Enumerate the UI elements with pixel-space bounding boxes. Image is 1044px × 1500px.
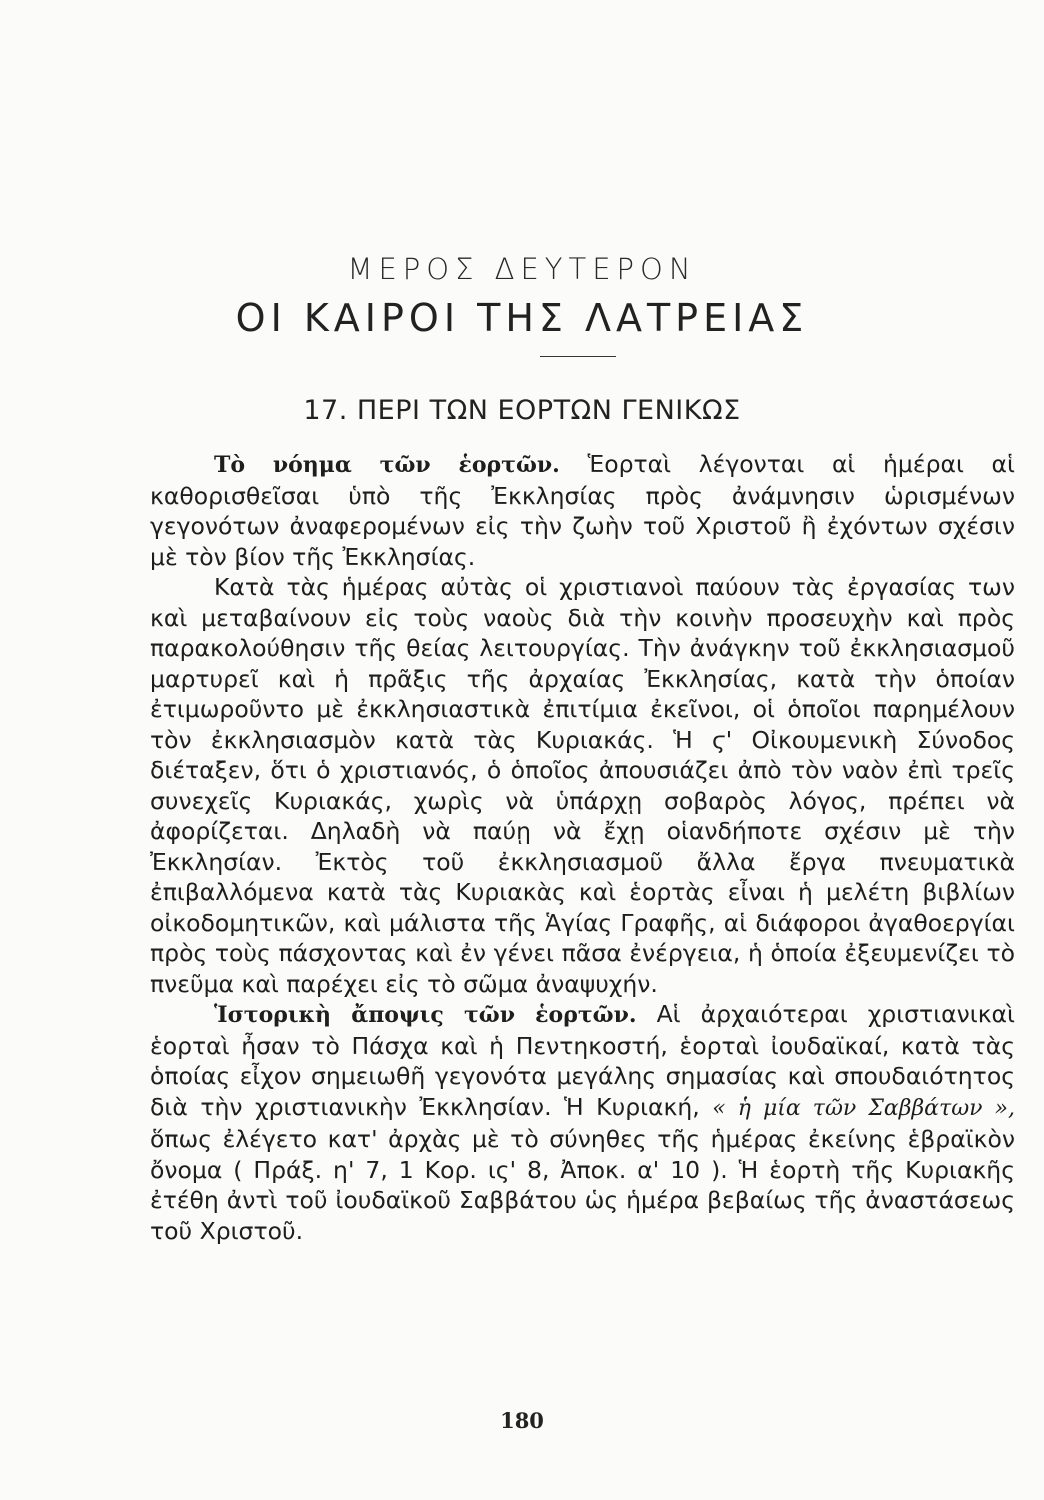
title-divider (540, 356, 616, 357)
part-heading: ΜΕΡΟΣ ΔΕΥΤΕΡΟΝ (347, 252, 697, 286)
section-heading-meaning: Τὸ νόημα τῶν ἑορτῶν. (214, 452, 560, 478)
paragraph-observance: Κατὰ τὰς ἡμέρας αὐτὰς οἱ χριστιανοὶ παύουν τὰς ἐργασίας των καὶ μεταβαίνουν εἰς τοὺς ναοὺς διὰ τὴν κοινὴν προσευχὴν καὶ πρὸς παρακολούθησιν τῆς θείας λειτουργίας. Τὴν ἀνάγκην τοῦ ἐκκλησιασμοῦ μαρτυρεῖ καὶ ἡ πρᾶξις τῆς ἀρχαίας Ἐκκλησίας, κατὰ τὴν ὁποίαν ἐτιμωροῦντο μὲ ἐκκλησιαστικὰ ἐπιτίμια ἐκεῖνοι, οἱ ὁποῖοι παρημέλουν τὸν ἐκκλησιασμὸν κατὰ τὰς Κυριακάς. Ἡ ϛ' Οἰκουμενικὴ Σύνοδος διέταξεν, ὅτι ὁ χριστιανός, ὁ ὁποῖος ἀπουσιάζει ἀπὸ τὸν ναὸν ἐπὶ τρεῖς συνεχεῖς Κυριακάς, χωρὶς νὰ ὑπάρχῃ σοβαρὸς λόγος, πρέπει νὰ ἀφορίζεται. Δηλαδὴ νὰ παύῃ νὰ ἔχῃ οἱανδήποτε σχέσιν μὲ τὴν Ἐκκλησίαν. Ἐκτὸς τοῦ ἐκκλησιασμοῦ ἄλλα ἔργα πνευματικὰ ἐπιβαλλόμενα κατὰ τὰς Κυριακὰς καὶ ἑορτὰς εἶναι ἡ μελέτη βιβλίων οἰκοδομητικῶν, καὶ μάλιστα τῆς Ἁγίας Γραφῆς, αἱ διάφοροι ἀγαθοεργίαι πρὸς τοὺς πάσχοντας καὶ ἐν γένει πᾶσα ἐνέργεια, ἡ ὁποία ἐξευμενίζει τὸ πνεῦμα καὶ παρέχει εἰς τὸ σῶμα ἀναψυχήν. (150, 573, 1015, 998)
section-heading-history: Ἱστορικὴ ἄποψις τῶν ἑορτῶν. (214, 1002, 637, 1028)
chapter-heading: 17. ΠΕΡΙ ΤΩΝ ΕΟΡΤΩΝ ΓΕΝΙΚΩΣ (303, 395, 741, 426)
page-number: 180 (500, 1408, 544, 1433)
paragraph-history-text-a: Αἱ ἀρχαιότεραι χριστιανικαὶ ἑορταὶ ἦσαν τὸ Πάσχα καὶ ἡ Πεντηκοστή, ἑορταὶ ἰουδαϊκαί, κατὰ τὰς ὁποίας εἶχον σημειωθῆ γεγονότα μεγάλης σημασίας καὶ σπουδαιότητος διὰ τὴν χριστιανικὴν Ἐκκλησίαν. Ἡ Κυριακή, (150, 1000, 1016, 1121)
page-title: ΟΙ ΚΑΙΡΟΙ ΤΗΣ ΛΑΤΡΕΙΑΣ (235, 296, 809, 340)
paragraph-meaning (150, 449, 1015, 572)
citation-quote: « ἡ μία τῶν Σαββάτων », (712, 1095, 1015, 1121)
body-text (150, 449, 1015, 1246)
paragraph-history-text-b: ὅπως ἐλέγετο κατ' ἀρχὰς μὲ τὸ σύνηθες τῆς ἡμέρας ἐκείνης ἑβραϊκὸν ὄνομα ( Πράξ. η' 7, 1 Κορ. ις' 8, Ἀποκ. α' 10 ). Ἡ ἑορτὴ τῆς Κυριακῆς ἐτέθη ἀντὶ τοῦ ἰουδαϊκοῦ Σαββάτου ὡς ἡμέρα βεβαίως τῆς ἀναστάσεως τοῦ Χριστοῦ. (150, 1125, 1015, 1245)
paragraph-meaning-text: Ἑορταὶ λέγονται αἱ ἡμέραι αἱ καθορισθεῖσαι ὑπὸ τῆς Ἐκκλησίας πρὸς ἀνάμνησιν ὡρισμένων γεγονότων ἀναφερομένων εἰς τὴν ζωὴν τοῦ Χριστοῦ ἢ ἐχόντων σχέσιν μὲ τὸν βίον τῆς Ἐκκλησίας. (150, 450, 1015, 571)
paragraph-history (150, 999, 1015, 1246)
